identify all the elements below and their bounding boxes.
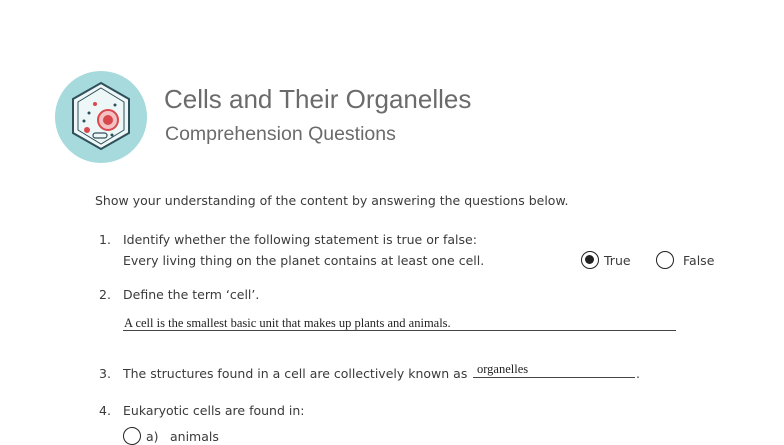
- question-2-number: 2.: [99, 287, 111, 302]
- question-2-answer[interactable]: A cell is the smallest basic unit that makes up plants and animals.: [124, 316, 451, 330]
- question-3-text: The structures found in a cell are collectively known as: [123, 366, 468, 381]
- question-2-text: Define the term ‘cell’.: [123, 287, 260, 302]
- question-3-number: 3.: [99, 366, 111, 381]
- question-3-answer[interactable]: organelles: [477, 362, 529, 376]
- instructions-text: Show your understanding of the content by answering the questions below.: [95, 193, 569, 208]
- question-4-text: Eukaryotic cells are found in:: [123, 403, 305, 418]
- page-subtitle: Comprehension Questions: [165, 123, 396, 145]
- animals-option-label: animals: [170, 429, 219, 444]
- false-radio[interactable]: [656, 251, 674, 269]
- question-3-period: .: [636, 366, 640, 381]
- answer-line: [123, 330, 676, 331]
- question-1-number: 1.: [99, 232, 111, 247]
- false-radio-label: False: [683, 253, 715, 268]
- question-4-number: 4.: [99, 403, 111, 418]
- true-radio[interactable]: [581, 251, 599, 269]
- cell-logo-icon: [55, 71, 147, 163]
- page-title: Cells and Their Organelles: [164, 84, 472, 114]
- true-radio-label: True: [604, 253, 631, 268]
- animals-radio[interactable]: [123, 427, 141, 445]
- answer-line: [473, 377, 635, 378]
- question-1-text: Identify whether the following statement is true or false:: [123, 232, 477, 247]
- option-letter: a): [146, 429, 159, 444]
- question-1-statement: Every living thing on the planet contains at least one cell.: [123, 253, 485, 268]
